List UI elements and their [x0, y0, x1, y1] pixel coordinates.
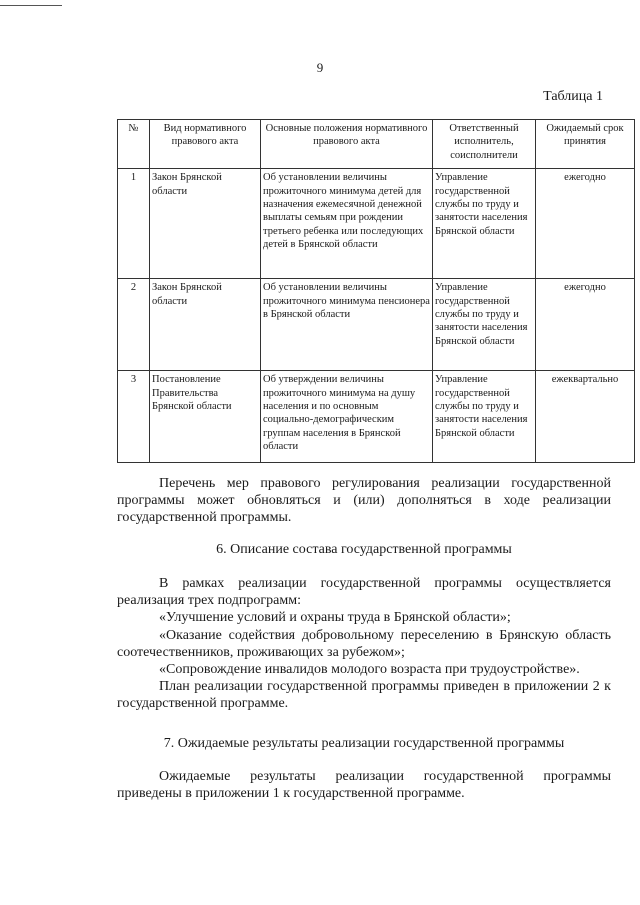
row-term: ежегодно [536, 169, 635, 279]
page-number: 9 [316, 60, 324, 75]
row-executor: Управление государственной службы по труду и занятости населения Брянской области [433, 169, 536, 279]
subprogram-item: «Улучшение условий и охраны труда в Брянской области»; [159, 610, 511, 626]
header-num: № [118, 120, 150, 169]
row-provisions: Об установлении величины прожиточного минимума пенсионера в Брянской области [261, 279, 433, 371]
section6-body [117, 575, 611, 713]
regulation-table [117, 119, 635, 463]
section6-plan: План реализации государственной программы приведен в приложении 2 к государственной программе. [117, 679, 611, 712]
section7-heading: 7. Ожидаемые результаты реализации государственной программы [163, 736, 565, 751]
header-provisions: Основные положения нормативного правового акта [261, 120, 433, 169]
row-num: 2 [118, 279, 150, 371]
scan-edge-line [0, 5, 62, 6]
table-row [118, 279, 635, 371]
table-caption: Таблица 1 [543, 89, 603, 104]
row-act-type: Постановление Правительства Брянской области [150, 371, 261, 463]
table-header-row [118, 120, 635, 169]
row-act-type: Закон Брянской области [150, 279, 261, 371]
row-act-type: Закон Брянской области [150, 169, 261, 279]
row-term: ежеквартально [536, 371, 635, 463]
header-act-type: Вид нормативного правового акта [150, 120, 261, 169]
paragraph-after-table: Перечень мер правового регулирования реализации государственной программы может обновляться и (или) дополняться в ходе реализации государственной программы. [117, 476, 611, 526]
header-term: Ожидаемый срок принятия [536, 120, 635, 169]
row-num: 1 [118, 169, 150, 279]
section7-body: Ожидаемые результаты реализации государственной программы приведены в приложении 1 к государственной программе. [117, 769, 611, 802]
header-executor: Ответственный исполнитель, соисполнители [433, 120, 536, 169]
table-row [118, 371, 635, 463]
row-provisions: Об установлении величины прожиточного минимума детей для назначения ежемесячной денежной выплаты семьям при рождении третьего ребенка или последующих детей в Брянской области [261, 169, 433, 279]
row-num: 3 [118, 371, 150, 463]
table-row [118, 169, 635, 279]
row-executor: Управление государственной службы по труду и занятости населения Брянской области [433, 279, 536, 371]
row-provisions: Об утверждении величины прожиточного минимума на душу населения и по основным социально-демографическим группам населения в Брянской области [261, 371, 433, 463]
subprogram-item: «Сопровождение инвалидов молодого возраста при трудоустройстве». [159, 662, 580, 678]
subprogram-item: «Оказание содействия добровольному переселению в Брянскую область соотечественников, проживающих за рубежом»; [117, 627, 611, 660]
row-executor: Управление государственной службы по труду и занятости населения Брянской области [433, 371, 536, 463]
section6-heading: 6. Описание состава государственной программы [216, 542, 512, 557]
section6-intro: В рамках реализации государственной программы осуществляется реализация трех подпрограмм: [117, 576, 611, 609]
row-term: ежегодно [536, 279, 635, 371]
